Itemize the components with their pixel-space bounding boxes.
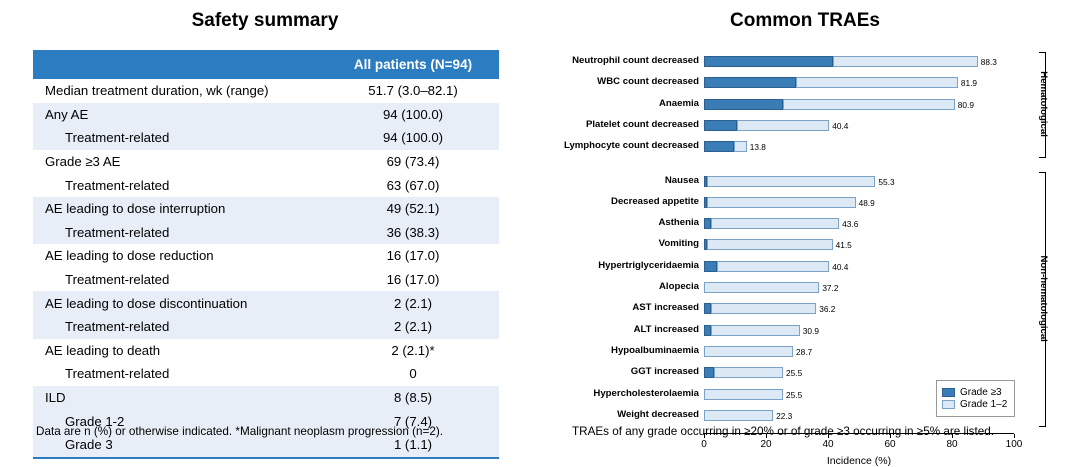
bar-row bbox=[704, 218, 839, 229]
table-header-all-patients: All patients (N=94) bbox=[327, 50, 499, 79]
bar-category-label: Hypoalbuminaemia bbox=[611, 344, 699, 356]
bar-category-label: Hypercholesterolaemia bbox=[593, 387, 699, 399]
table-row bbox=[33, 150, 499, 174]
bar-value-label: 36.2 bbox=[819, 304, 836, 315]
bar-category-label: Hypertriglyceridaemia bbox=[598, 259, 699, 271]
bar-row bbox=[704, 141, 747, 152]
table-row bbox=[33, 268, 499, 292]
bar-value-label: 28.7 bbox=[795, 346, 813, 357]
bar-row bbox=[704, 346, 793, 357]
x-axis-tick bbox=[1014, 434, 1015, 438]
table-row bbox=[33, 362, 499, 386]
x-axis-tick-label: 40 bbox=[822, 439, 834, 451]
traes-footnote: TRAEs of any grade occurring in ≥20% or of grade ≥3 occurring in ≥5% are listed. bbox=[572, 425, 995, 438]
bar-segment-grade3 bbox=[704, 239, 707, 250]
bar-segment-grade3 bbox=[704, 120, 737, 131]
table-cell-value: 0 bbox=[327, 362, 499, 386]
table-cell-value: 2 (2.1) bbox=[327, 315, 499, 339]
table-row bbox=[33, 79, 499, 103]
bar-value-label: 80.9 bbox=[957, 99, 974, 110]
bar-segment-grade3 bbox=[704, 99, 783, 110]
bar-segment-grade12 bbox=[714, 367, 783, 378]
chart-legend bbox=[936, 380, 1015, 417]
bar-segment-grade12 bbox=[704, 282, 819, 293]
bar-value-label: 40.4 bbox=[832, 120, 849, 131]
safety-summary-table bbox=[33, 50, 499, 457]
table-cell-value: 94 (100.0) bbox=[327, 126, 499, 150]
bar-segment-grade12 bbox=[711, 303, 817, 314]
bar-row bbox=[704, 197, 856, 208]
table-cell-value: 8 (8.5) bbox=[327, 386, 499, 410]
table-cell-value: 16 (17.0) bbox=[327, 268, 499, 292]
bar-segment-grade12 bbox=[833, 56, 978, 67]
bar-segment-grade3 bbox=[704, 197, 707, 208]
bar-value-label: 30.9 bbox=[802, 325, 819, 336]
bar-row bbox=[704, 325, 800, 336]
x-axis-title: Incidence (%) bbox=[826, 455, 892, 467]
table-cell-value: 63 (67.0) bbox=[327, 173, 499, 197]
bar-segment-grade12 bbox=[783, 99, 955, 110]
table-row bbox=[33, 244, 499, 268]
bar-value-label: 48.9 bbox=[858, 197, 875, 208]
bar-segment-grade12 bbox=[734, 141, 747, 152]
table-bottom-rule bbox=[33, 457, 499, 459]
table-cell-label: AE leading to dose reduction bbox=[33, 244, 327, 268]
table-cell-label: Treatment-related bbox=[33, 126, 327, 150]
bar-category-label: AST increased bbox=[632, 302, 699, 314]
bar-row bbox=[704, 56, 978, 67]
bar-row bbox=[704, 176, 875, 187]
table-cell-label: Grade 1-2 bbox=[33, 409, 327, 433]
bar-row bbox=[704, 239, 833, 250]
table-cell-value: 7 (7.4) bbox=[327, 409, 499, 433]
x-axis-tick-label: 0 bbox=[701, 439, 707, 451]
bar-row bbox=[704, 77, 958, 88]
bar-value-label: 55.3 bbox=[878, 176, 895, 187]
traes-panel bbox=[530, 0, 1080, 467]
bar-value-label: 41.5 bbox=[835, 240, 852, 251]
bar-category-label: Anaemia bbox=[659, 97, 699, 109]
x-axis-tick-label: 80 bbox=[946, 439, 958, 451]
bar-row bbox=[704, 282, 819, 293]
bar-segment-grade12 bbox=[737, 120, 829, 131]
bar-segment-grade12 bbox=[704, 389, 783, 400]
bar-segment-grade3 bbox=[704, 176, 707, 187]
bar-value-label: 81.9 bbox=[960, 78, 978, 89]
legend-swatch-grade12 bbox=[942, 400, 955, 409]
bar-category-label: Lymphocyte count decreased bbox=[563, 140, 699, 152]
bar-value-label: 22.3 bbox=[776, 410, 793, 421]
bar-segment-grade12 bbox=[711, 325, 800, 336]
bar-category-label: ALT increased bbox=[633, 323, 699, 335]
bar-segment-grade12 bbox=[711, 218, 840, 229]
safety-summary-panel bbox=[0, 0, 530, 456]
table-cell-value: 2 (2.1)* bbox=[327, 339, 499, 363]
bar-category-label: Decreased appetite bbox=[611, 195, 699, 207]
bar-category-label: Nausea bbox=[664, 174, 699, 186]
bar-segment-grade12 bbox=[717, 261, 829, 272]
bar-row bbox=[704, 389, 783, 400]
bar-row bbox=[704, 99, 955, 110]
table-cell-value: 36 (38.3) bbox=[327, 221, 499, 245]
table-cell-label: AE leading to death bbox=[33, 339, 327, 363]
table-header-row bbox=[33, 50, 499, 79]
legend-item-grade12 bbox=[942, 399, 1007, 410]
bar-value-label: 13.8 bbox=[749, 142, 766, 153]
bar-segment-grade12 bbox=[707, 176, 875, 187]
bar-category-label: Asthenia bbox=[658, 217, 699, 229]
bar-segment-grade3 bbox=[704, 325, 711, 336]
bar-segment-grade3 bbox=[704, 77, 796, 88]
x-axis-tick-label: 20 bbox=[760, 439, 772, 451]
bar-row bbox=[704, 303, 816, 314]
bar-segment-grade3 bbox=[704, 261, 717, 272]
table-row bbox=[33, 173, 499, 197]
table-cell-label: Any AE bbox=[33, 103, 327, 127]
bar-category-label: WBC count decreased bbox=[597, 76, 699, 88]
table-row bbox=[33, 197, 499, 221]
group-label: Non-hematological bbox=[1038, 254, 1049, 342]
bar-category-label: Neutrophil count decreased bbox=[572, 55, 699, 66]
bar-segment-grade3 bbox=[704, 56, 833, 67]
table-cell-value: 94 (100.0) bbox=[327, 103, 499, 127]
traes-title: Common TRAEs bbox=[730, 10, 880, 31]
table-cell-label: ILD bbox=[33, 386, 327, 410]
bar-category-label: Weight decreased bbox=[617, 408, 699, 420]
table-cell-label: Treatment-related bbox=[33, 221, 327, 245]
bar-segment-grade3 bbox=[704, 218, 711, 229]
bar-value-label: 88.3 bbox=[980, 57, 997, 67]
table-row bbox=[33, 386, 499, 410]
bar-row bbox=[704, 367, 783, 378]
bar-row bbox=[704, 261, 829, 272]
table-header-blank bbox=[33, 50, 327, 79]
table-cell-value: 69 (73.4) bbox=[327, 150, 499, 174]
table-row bbox=[33, 221, 499, 245]
bar-segment-grade12 bbox=[707, 197, 855, 208]
bar-category-label: Platelet count decreased bbox=[585, 118, 699, 130]
table-cell-value: 16 (17.0) bbox=[327, 244, 499, 268]
bar-category-label: Vomiting bbox=[658, 238, 699, 250]
table-cell-label: Grade 3 bbox=[33, 433, 327, 457]
table-row bbox=[33, 291, 499, 315]
table-row bbox=[33, 315, 499, 339]
bar-segment-grade3 bbox=[704, 367, 714, 378]
table-cell-label: Grade ≥3 AE bbox=[33, 150, 327, 174]
bar-segment-grade12 bbox=[707, 239, 832, 250]
table-cell-value: 1 (1.1) bbox=[327, 433, 499, 457]
bar-row bbox=[704, 120, 829, 131]
bar-segment-grade12 bbox=[704, 346, 793, 357]
table-row bbox=[33, 126, 499, 150]
group-label: Hematological bbox=[1038, 71, 1049, 137]
legend-label-grade3: Grade ≥3 bbox=[960, 386, 1002, 398]
safety-summary-title: Safety summary bbox=[191, 10, 339, 31]
table-cell-label: Treatment-related bbox=[33, 315, 327, 339]
bar-category-label: GGT increased bbox=[630, 366, 699, 378]
bar-value-label: 25.5 bbox=[786, 389, 803, 400]
bar-category-label: Alopecia bbox=[659, 281, 699, 292]
table-cell-label: Treatment-related bbox=[33, 268, 327, 292]
safety-table-body bbox=[33, 79, 499, 457]
table-cell-value: 51.7 (3.0–82.1) bbox=[327, 79, 499, 103]
table-cell-label: AE leading to dose interruption bbox=[33, 197, 327, 221]
table-cell-label: Treatment-related bbox=[33, 173, 327, 197]
table-cell-value: 2 (2.1) bbox=[327, 291, 499, 315]
table-cell-label: Median treatment duration, wk (range) bbox=[33, 79, 327, 103]
x-axis-tick-label: 100 bbox=[1005, 439, 1023, 451]
x-axis-tick-label: 60 bbox=[884, 439, 896, 451]
table-cell-label: Treatment-related bbox=[33, 362, 327, 386]
bar-row bbox=[704, 410, 773, 421]
bar-segment-grade3 bbox=[704, 141, 734, 152]
bar-segment-grade12 bbox=[796, 77, 958, 88]
safety-footnote: Data are n (%) or otherwise indicated. *Malignant neoplasm progression (n=2). bbox=[36, 425, 443, 438]
bar-value-label: 40.4 bbox=[832, 261, 849, 272]
legend-swatch-grade3 bbox=[942, 388, 955, 397]
bar-value-label: 43.6 bbox=[842, 219, 859, 230]
table-row bbox=[33, 339, 499, 363]
table-cell-label: AE leading to dose discontinuation bbox=[33, 291, 327, 315]
table-cell-value: 49 (52.1) bbox=[327, 197, 499, 221]
bar-value-label: 37.2 bbox=[822, 283, 839, 293]
bar-segment-grade3 bbox=[704, 303, 711, 314]
table-row bbox=[33, 103, 499, 127]
bar-segment-grade12 bbox=[704, 410, 773, 421]
legend-item-grade3 bbox=[942, 387, 1007, 398]
bar-value-label: 25.5 bbox=[786, 368, 803, 379]
legend-label-grade12: Grade 1–2 bbox=[960, 399, 1008, 411]
